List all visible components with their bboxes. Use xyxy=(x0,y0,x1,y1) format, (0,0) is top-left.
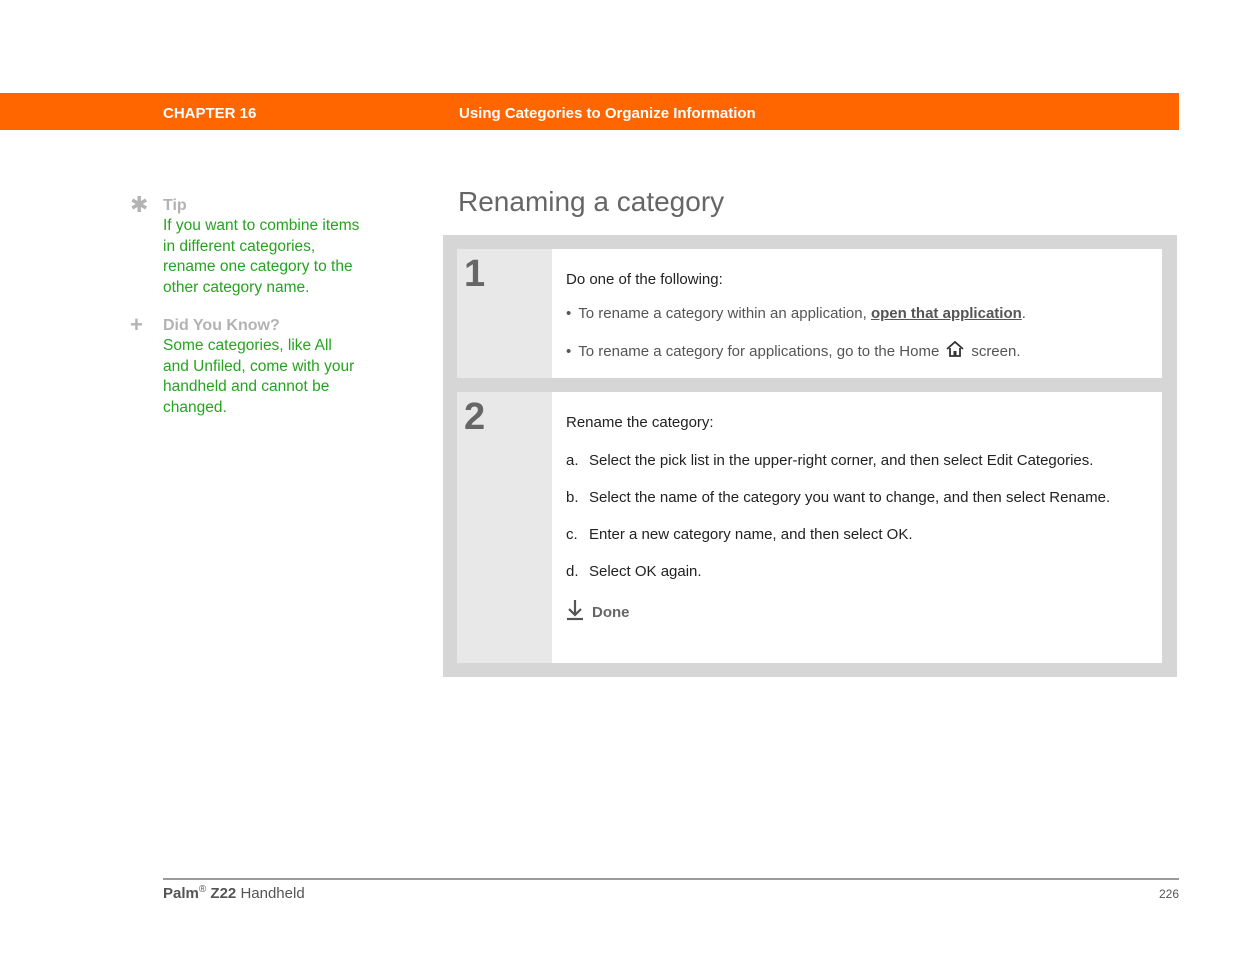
list-item: a. Select the pick list in the upper-right corner, and then select Edit Categories. xyxy=(566,452,1094,469)
page-title: Renaming a category xyxy=(458,186,725,217)
step-content xyxy=(552,392,1162,663)
list-item: b. Select the name of the category you want to change, and then select Rename. xyxy=(566,489,1111,506)
did-you-know-body: Some categories, like All and Unfiled, come with your handheld and cannot be changed. xyxy=(163,337,355,416)
did-you-know-block xyxy=(130,312,360,418)
bullet-text: To rename a category within an application, open that application. xyxy=(578,305,1026,322)
chapter-label: CHAPTER 16 xyxy=(163,105,257,122)
step-2 xyxy=(457,392,1162,663)
step-intro: Rename the category: xyxy=(566,414,714,431)
tip-heading: Tip xyxy=(163,197,187,214)
sidebar xyxy=(130,192,360,436)
asterisk-icon: ✱ xyxy=(130,192,149,217)
list-item: c. Enter a new category name, and then select OK. xyxy=(566,526,913,543)
bullet-icon: • xyxy=(566,305,572,322)
step-intro: Do one of the following: xyxy=(566,271,723,288)
tip-body: If you want to combine items in different categories, rename one category to the other category name. xyxy=(163,217,360,296)
footer-divider xyxy=(163,878,1179,880)
list-item xyxy=(566,340,1148,362)
steps-panel xyxy=(443,235,1177,677)
bullet-text: To rename a category for applications, go to the Home xyxy=(578,342,940,360)
step-number: 2 xyxy=(457,392,552,663)
bullet-icon: • xyxy=(566,342,572,360)
step-1 xyxy=(457,249,1162,378)
chapter-title: Using Categories to Organize Information xyxy=(459,105,756,122)
page-number: 226 xyxy=(1158,887,1179,901)
arrow-down-icon xyxy=(566,599,584,625)
step-content xyxy=(552,249,1162,378)
list-item: d. Select OK again. xyxy=(566,563,702,580)
did-you-know-heading: Did You Know? xyxy=(163,317,280,334)
footer-product: Palm® Z22 Handheld xyxy=(163,884,305,902)
home-icon xyxy=(945,340,965,362)
step-number: 1 xyxy=(457,249,552,378)
tip-block xyxy=(130,192,360,298)
open-application-link[interactable]: open that application xyxy=(870,305,1022,322)
done-label: Done xyxy=(592,603,630,621)
done-marker xyxy=(566,599,1148,625)
plus-icon: + xyxy=(130,312,143,337)
list-item xyxy=(566,305,1148,322)
bullet-text-after: screen. xyxy=(971,342,1021,360)
